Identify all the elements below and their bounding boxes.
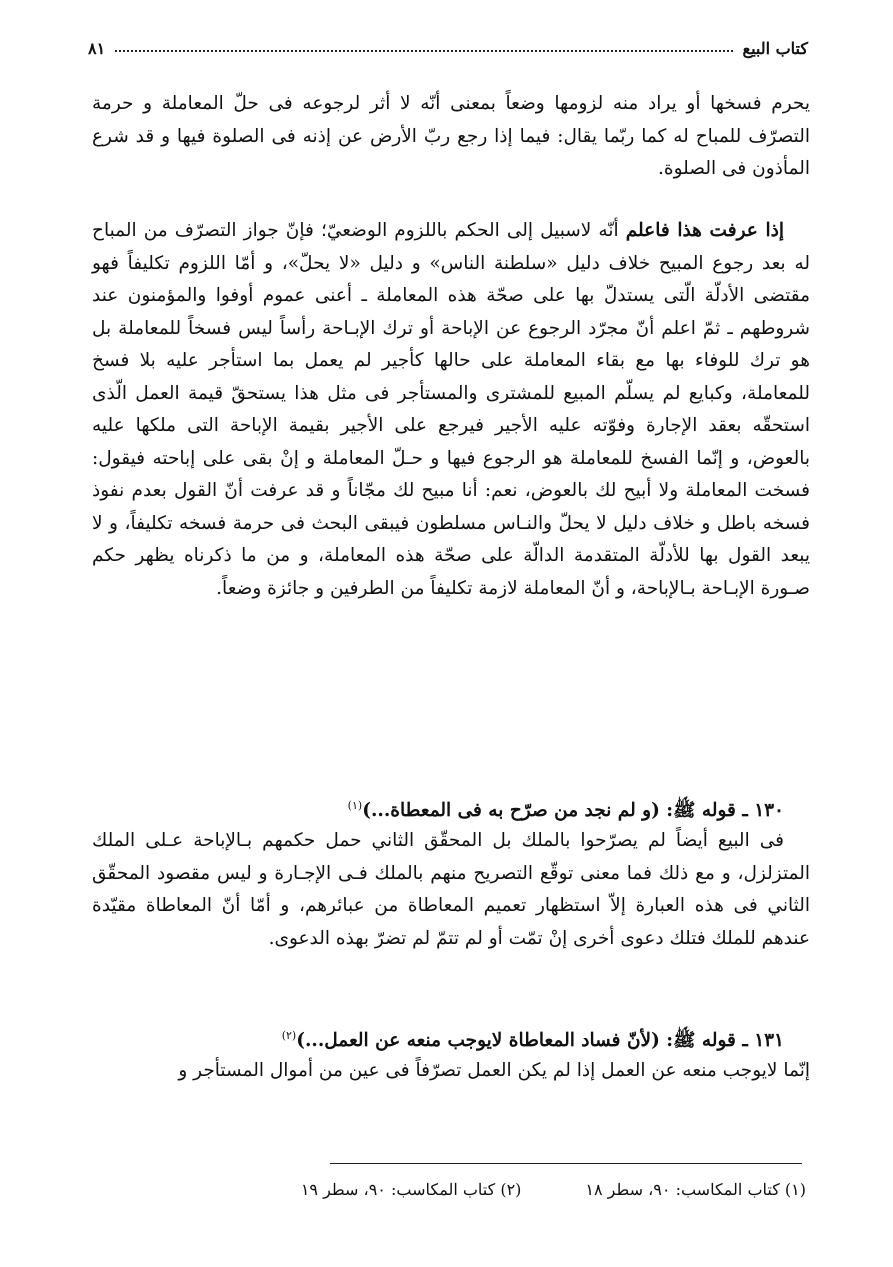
header-dot-leader bbox=[115, 50, 732, 52]
paragraph-section-130: فى البيع أيضاً لم يصرّحوا بالملك بل المحقّق الثاني حمل حكمهم بـالإباحة عـلى الملك المتزلزل، و مع ذلك فما معنى توقّع التصريح منهم بالملك فـى الإجـارة و ليس مقصود المحقّق الثاني فى هذه العبارة إلاّ استظهار تعميم المعاطاة من عبائرهم، و أمّا أنّ المعاطاة مقيّدة عندهم للملك فتلك دعوى أخرى إنْ تمّت أو لم تتمّ لم تضرّ بهذه الدعوى. bbox=[92, 830, 810, 949]
paragraph-main-argument bbox=[92, 215, 810, 605]
paragraph-text: أنّه لاسبيل إلى الحكم باللزوم الوضعيّ؛ فإنّ جواز التصرّف من المباح له بعد رجوع المبيح خلاف دليل «سلطنة الناس» و دليل «لا يحلّ»، و أمّا اللزوم تكليفاً فهو مقتضى الأدلّة الّتى يستدلّ بها على صحّة هذه المعاملة ـ أعنى عموم أوفوا والمؤمنون عند شروطهم ـ ثمّ اعلم أنّ مجرّد الرجوع عن الإباحة أو ترك الإبـاحة رأساً ليس فسخاً للمعاملة بل هو ترك للوفاء بها مع بقاء المعاملة على حالها كأجير لم يعمل بما استأجر عليه بلا فسخ للمعاملة، وكبايع لم يسلّم المبيع للمشترى والمستأجر فى مثل هذا يستحقّ قيمة العمل الّذى استحقّه بعقد الإجارة وفوّته عليه الأجير فيرجع على الأجير بقيمة الإباحة التى ملكها عليه بالعوض، و إنّما الفسخ للمعاملة هو الرجوع فيها و حـلّ المعاملة و إنْ بقى على إباحته فيقول: فسخت المعاملة ولا أبيح لك بالعوض، نعم: أنا مبيح لك مجّاناً و قد عرفت أنّ القول بعدم نفوذ فسخه باطل و خلاف دليل لا يحلّ والنـاس مسلطون فيبقى البحث فى حرمة فسخه تكليفاً، و لا يبعد القول بها للأدلّة المتقدمة الدالّة على صحّة هذه المعاملة، و من ما ذكرناه يظهر حكم صـورة الإبـاحة بـالإباحة، و أنّ المعاملة لازمة تكليفاً من الطرفين و جائزة وضعاً. bbox=[92, 220, 810, 599]
footnote-ref-1[interactable]: (١) bbox=[347, 799, 363, 812]
header-book-title: كتاب البيع bbox=[742, 38, 808, 58]
footnote-1: (١) كتاب المكاسب: ٩٠، سطر ١٨ bbox=[585, 1180, 806, 1199]
section-heading-131 bbox=[92, 1020, 810, 1057]
footnote-ref-2[interactable]: (٢) bbox=[281, 1029, 297, 1042]
heading-text: ١٣١ ـ قوله ﷺ: (لأنّ فساد المعاطاة لايوجب منعه عن العمل...) bbox=[296, 1030, 784, 1052]
heading-text: ١٣٠ ـ قوله ﷺ: (و لم نجد من صرّح به فى المعطاة...) bbox=[362, 800, 784, 822]
footnotes bbox=[150, 1180, 806, 1199]
page-number: ٨١ bbox=[88, 38, 106, 58]
paragraph-section-131: إنّما لايوجب منعه عن العمل إذا لم يكن العمل تصرّفاً فى عين من أموال المستأجر و bbox=[178, 1060, 810, 1081]
paragraph-lead-phrase: إذا عرفت هذا فاعلم bbox=[625, 220, 784, 241]
running-header bbox=[88, 34, 808, 62]
footnote-2: (٢) كتاب المكاسب: ٩٠، سطر ١٩ bbox=[300, 1180, 522, 1199]
section-heading-130 bbox=[92, 790, 810, 827]
footnote-separator bbox=[330, 1163, 802, 1164]
paragraph-continuation: يحرم فسخها أو يراد منه لزومها وضعاً بمعنى أنّه لا أثر لرجوعه فى حلّ المعاملة و حرمة التصرّف للمباح له كما ربّما يقال: فيما إذا رجع ربّ الأرض عن إذنه فى الصلوة فيها و قد شرع المأذون فى الصلوة. bbox=[92, 93, 810, 179]
